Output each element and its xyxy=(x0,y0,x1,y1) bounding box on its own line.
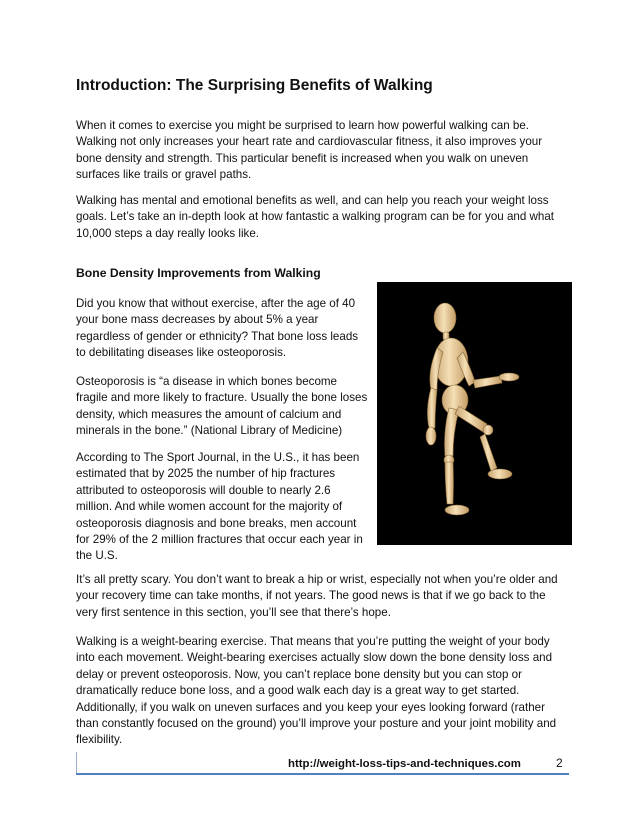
section-paragraph-4: It’s all pretty scary. You don’t want to break a hip or wrist, especially not when you’re older and your recovery time can take months, if not years. The good news is that if we go back to the very first sentence in this section, you’ll see that there’s hope. xyxy=(76,573,558,619)
page-title: Introduction: The Surprising Benefits of Walking xyxy=(76,77,433,94)
page-number: 2 xyxy=(556,756,563,770)
footer-divider-tick xyxy=(76,752,77,774)
intro-paragraph-2: Walking has mental and emotional benefits as well, and can help you reach your weight loss goals. Let’s take an in-depth look at how fantastic a walking program can be for you and what 10,000 steps a day really looks like. xyxy=(76,194,554,240)
section-heading: Bone Density Improvements from Walking xyxy=(76,266,321,280)
wooden-mannequin-walking-icon xyxy=(377,282,572,545)
footer-link[interactable]: http://weight-loss-tips-and-techniques.com xyxy=(288,758,521,770)
section-paragraph-5: Walking is a weight-bearing exercise. That means that you’re putting the weight of your body into each movement. Weight-bearing exercises actually slow down the bone density loss and delay or prevent osteoporosis. Now, you can’t replace bone density but you can stop or dramatically reduce bone loss, and a good walk each day is a great way to get started. Additionally, if you walk on uneven surfaces and you keep your eyes looking forward (rather than constantly focused on the ground) you’ll improve your posture and your joint mobility and flexibility. xyxy=(76,635,557,747)
mannequin-photo xyxy=(377,282,572,545)
section-paragraph-3: According to The Sport Journal, in the U.S., it has been estimated that by 2025 the number of hip fractures attributed to osteoporosis will double to nearly 2.6 million. And while women account for the majority of osteoporosis diagnosis and bone breaks, men account for 29% of the 2 million fractures that occur each year in the U.S. xyxy=(76,451,363,563)
intro-paragraph-1: When it comes to exercise you might be surprised to learn how powerful walking can be. Walking not only increases your heart rate and cardiovascular fitness, it also improves your bone density and strength. This particular benefit is increased when you walk on uneven surfaces like trails or gravel paths. xyxy=(76,119,543,182)
footer-rule xyxy=(76,773,569,775)
section-paragraph-1: Did you know that without exercise, after the age of 40 your bone mass decreases by about 5% a year regardless of gender or ethnicity? That bone loss leads to debilitating diseases like osteoporosis. xyxy=(76,297,359,360)
section-paragraph-2: Osteoporosis is “a disease in which bones become fragile and more likely to fracture. Usually the bone loses density, which measures the amount of calcium and minerals in the bone.” (National Library of Medicine) xyxy=(76,375,368,438)
